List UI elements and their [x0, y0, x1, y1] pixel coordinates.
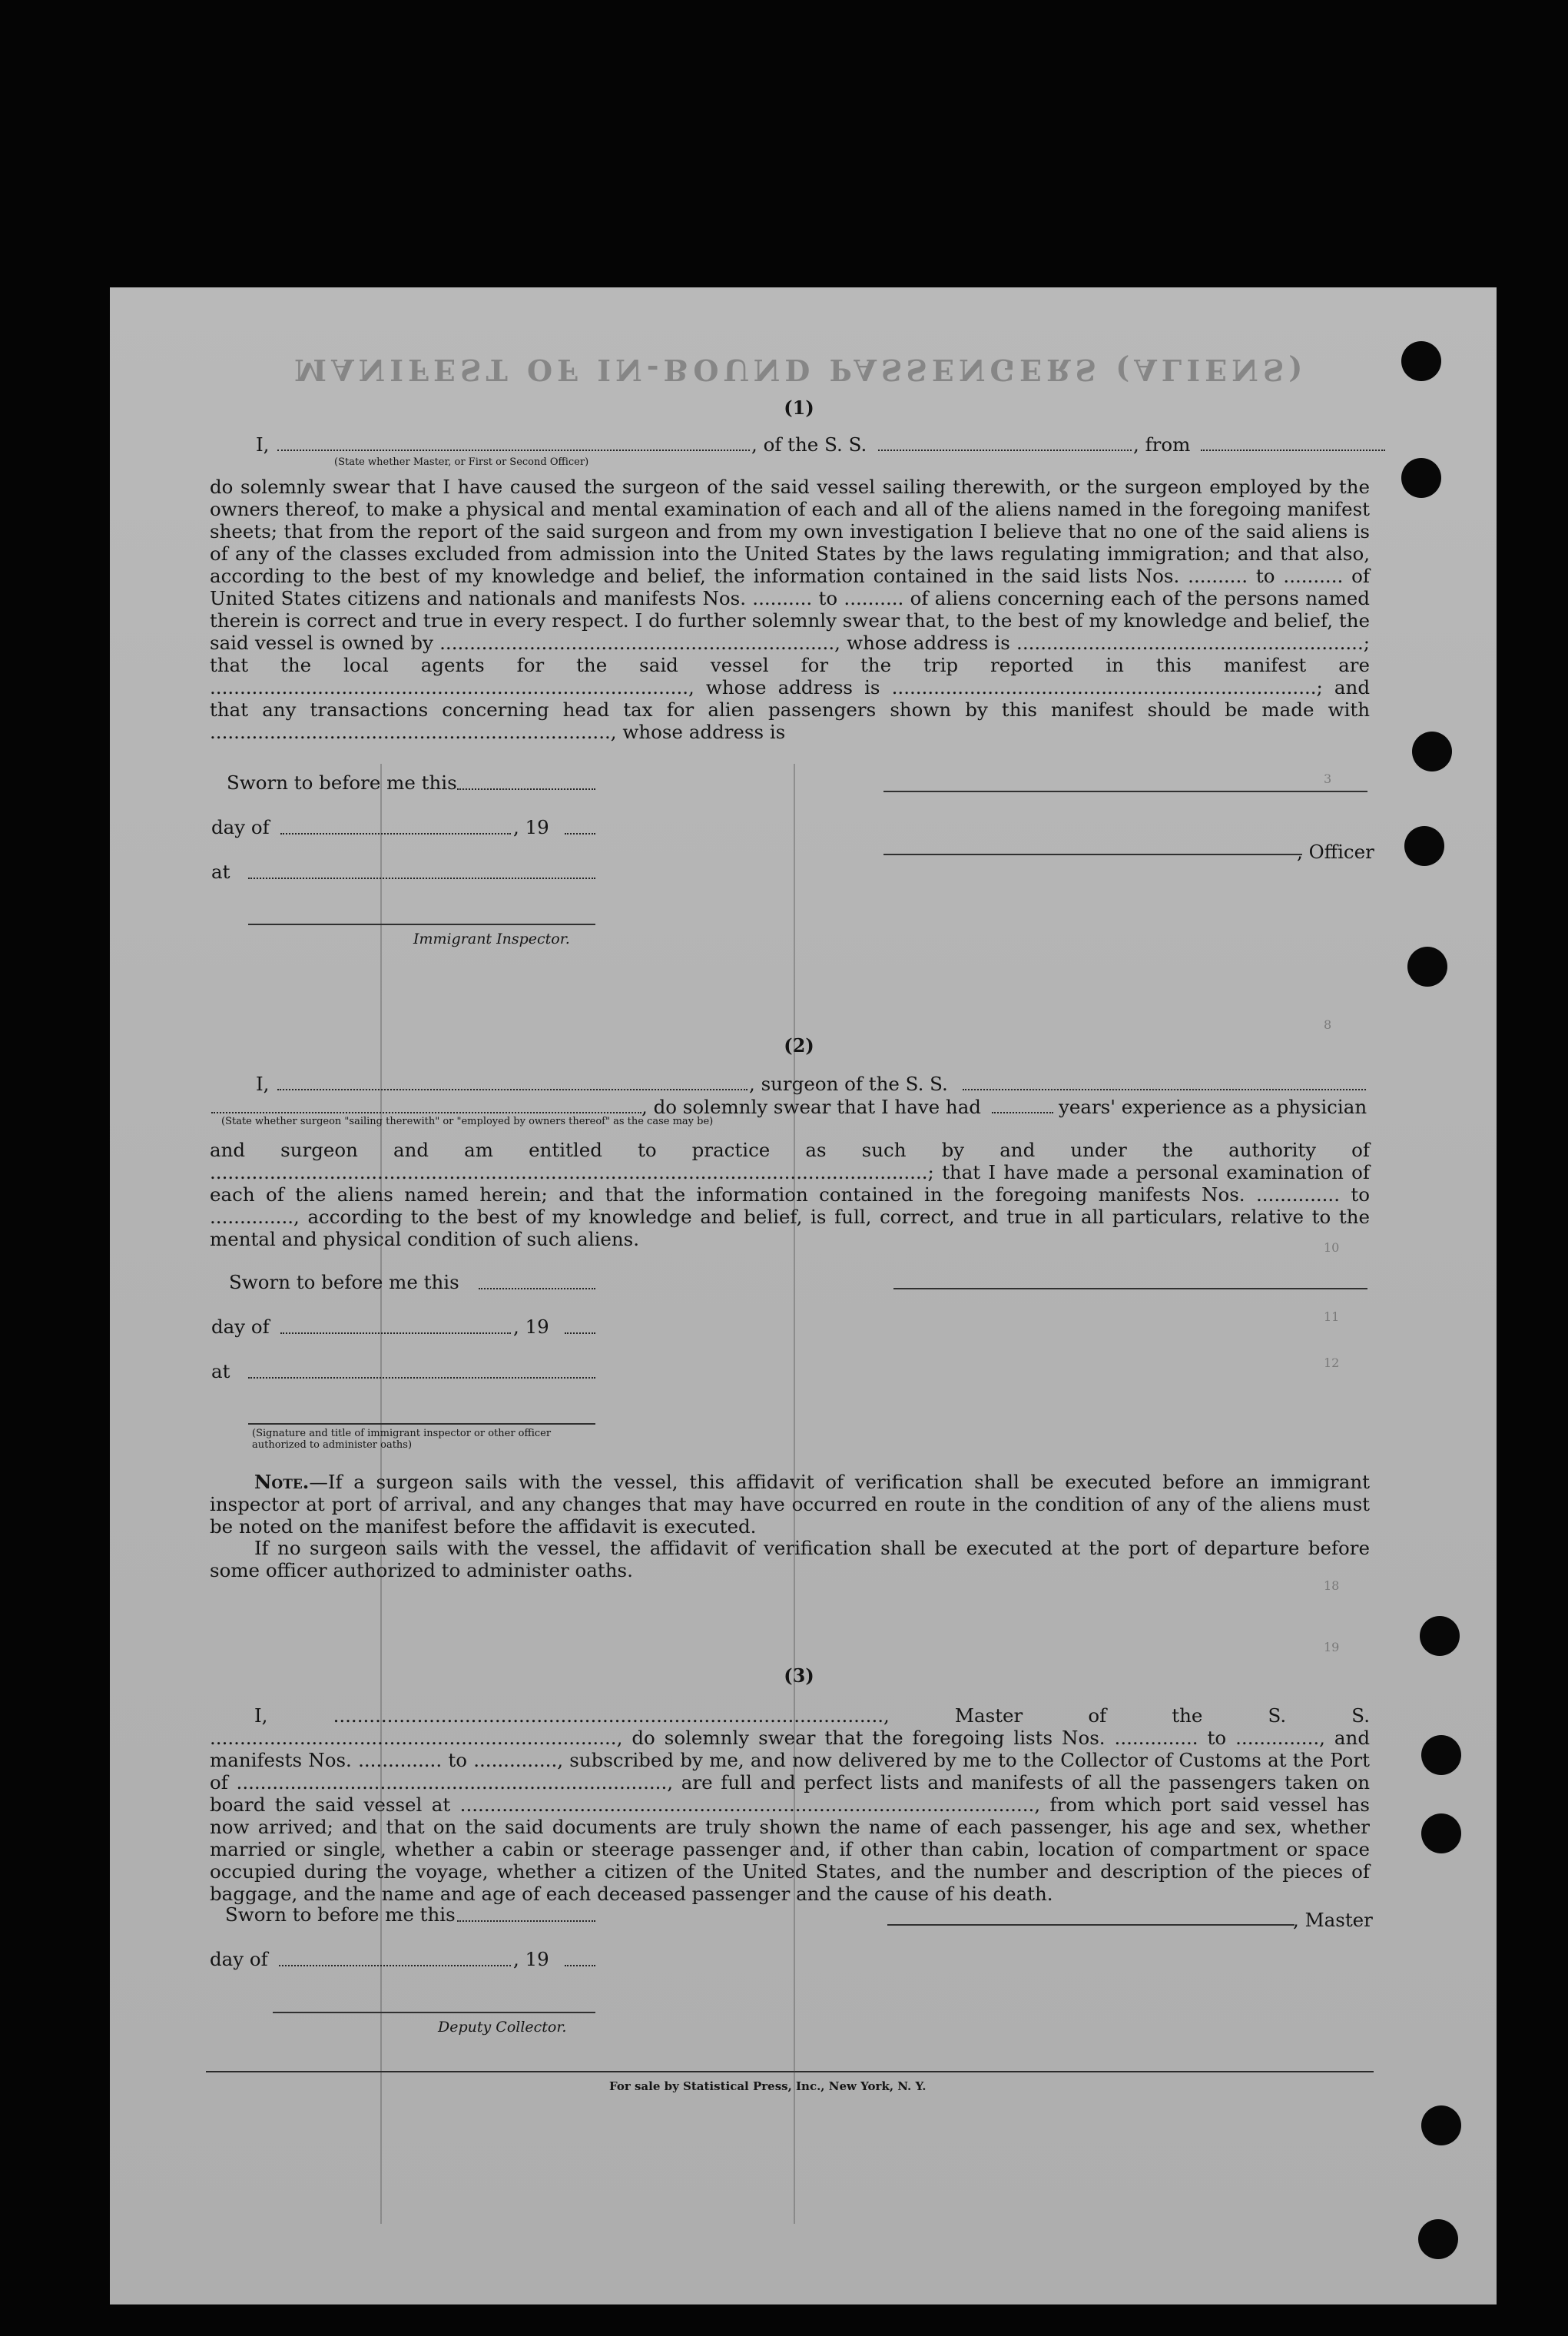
manifest-form-page — [110, 287, 1497, 2304]
section-3-sworn-label: Sworn to before me this — [225, 1903, 456, 1926]
margin-mark: 19 — [1324, 1640, 1340, 1654]
section-2-year-field[interactable] — [565, 1320, 595, 1334]
years-experience-field[interactable] — [992, 1100, 1053, 1113]
punch-hole — [1421, 2105, 1461, 2145]
from-label: , from — [1133, 433, 1191, 456]
years-experience-label: years' experience as a physician — [1059, 1096, 1367, 1118]
section-2-number: (2) — [784, 1034, 814, 1057]
surgeon-swear-label: , do solemnly swear that I have had — [641, 1096, 981, 1118]
section-1-affidavit: do solemnly swear that I have caused the surgeon of the said vessel sailing therewith, or the surgeon employed by the owners thereof, to make a physical and mental examination of each and all of the aliens named in the foregoing manifest sheets; that from the report of the said surgeon and from my own investigation I believe that no one of the said aliens is of any of the classes excluded from admission into the United States by the laws regulating immigration; and that also, according to the best of my knowledge and belief, the information contained in the said lists Nos. .......... to .......... of United States citizens and nationals and manifests Nos. .......... to .......... of aliens concerning each of the persons named therein is correct and true in every respect. I do further solemnly swear that, to the best of my knowledge and belief, the said vessel is owned by .................................................................., whose address is ..........................................................; that the local agents for the said vessel for the trip reported in this manifest are ................................................................................, whose address is .......................................................................; and that any transactions concerning head tax for alien passengers shown by this manifest should be made with ..................................................................., whose address is — [210, 476, 1370, 743]
section-3-year-field[interactable] — [565, 1953, 595, 1966]
section-2-officer-signature-line — [248, 1423, 595, 1425]
section-2-sworn-label: Sworn to before me this — [229, 1271, 459, 1293]
section-3-affidavit: I, ............................................................................................, Master of the S. S. ...................................................................., do solemnly swear that the foregoing lists Nos. .............. to .............., and manifests Nos. .............. to .............., subscribed by me, and now delivered by me to the Collector of Customs at the Port of ........................................................................, are full and perfect lists and manifests of all the passengers taken on board the said vessel at ................................................................................................, from which port said vessel has now arrived; and that on the said documents are truly shown the name of each passenger, his age and sex, whether married or single, whether a cabin or steerage passenger and, if other than cabin, location of compartment or space occupied during the voyage, whether a citizen of the United States, and the number and description of the pieces of baggage, and the name and age of each deceased passenger and the cause of his death. — [210, 1704, 1370, 1905]
note-text: —If a surgeon sails with the vessel, this affidavit of verification shall be executed before an immigrant inspector at port of arrival, and any changes that may have occurred en route in the condition of any of the aliens must be noted on the manifest before the affidavit is executed. — [210, 1471, 1370, 1538]
officer-label: , Officer — [1297, 841, 1374, 863]
bleed-through-heading: MANIFEST OF IN-BOUND PASSENGERS (ALIENS) — [294, 353, 1308, 387]
section-2-day-field[interactable] — [280, 1320, 511, 1334]
punch-hole — [1421, 1735, 1461, 1775]
margin-mark: 10 — [1324, 1240, 1340, 1255]
section-2-at-field[interactable] — [248, 1365, 595, 1379]
section-3-number: (3) — [784, 1664, 814, 1687]
master-label: , Master — [1293, 1909, 1373, 1931]
officer-signature-line — [883, 854, 1302, 855]
surgeon-of-label: , surgeon of the S. S. — [749, 1073, 948, 1095]
margin-mark: 11 — [1324, 1309, 1340, 1324]
section-1-day-field[interactable] — [280, 821, 511, 835]
section-1-day-of-label: day of — [211, 816, 270, 838]
margin-mark: 3 — [1324, 771, 1332, 786]
punch-hole — [1401, 458, 1441, 498]
vessel-name-field[interactable] — [878, 437, 1132, 451]
note-label: Note. — [254, 1471, 310, 1493]
surgeon-note-paragraph — [210, 1471, 1370, 1538]
section-2-affidavit: and surgeon and am entitled to practice as such by and under the authority of ........................................................................................................................; that I have made a personal examination of each of the aliens named herein; and that the information contained in the foregoing manifests Nos. .............. to .............., according to the best of my knowledge and belief, is full, correct, and true in all particulars, relative to the mental and physical condition of such aliens. — [210, 1139, 1370, 1250]
deputy-collector-signature-line — [273, 2012, 595, 2013]
section-1-lead: I, — [256, 433, 270, 456]
officer-name-field[interactable] — [277, 437, 750, 451]
no-surgeon-note: If no surgeon sails with the vessel, the affidavit of verification shall be executed at the port of departure before some officer authorized to administer oaths. — [210, 1537, 1370, 1581]
section-2-signature-note: (Signature and title of immigrant inspector or other officer authorized to administer oaths) — [252, 1428, 552, 1451]
surgeon-vessel-field[interactable] — [963, 1077, 1366, 1090]
section-1-upper-signature-line — [883, 791, 1367, 792]
immigrant-inspector-label: Immigrant Inspector. — [413, 931, 570, 947]
officer-note: (State whether Master, or First or Second Officer) — [334, 456, 589, 468]
section-3-sworn-field[interactable] — [457, 1908, 595, 1922]
from-port-field[interactable] — [1201, 437, 1385, 451]
section-1-year-label: , 19 — [513, 816, 549, 838]
section-1-number: (1) — [784, 397, 814, 419]
surgeon-name-field[interactable] — [277, 1077, 748, 1090]
punch-hole — [1421, 1813, 1461, 1853]
section-2-day-of-label: day of — [211, 1316, 270, 1338]
section-3-day-of-label: day of — [210, 1948, 268, 1970]
section-1-sworn-field[interactable] — [457, 776, 595, 790]
section-1-at-field[interactable] — [248, 865, 595, 879]
margin-mark: 18 — [1324, 1578, 1340, 1593]
section-2-at-label: at — [211, 1360, 230, 1382]
margin-mark: 8 — [1324, 1017, 1332, 1032]
margin-mark: 12 — [1324, 1355, 1340, 1370]
inspector-signature-line — [248, 924, 595, 925]
surgeon-signature-line — [893, 1288, 1367, 1289]
punch-hole — [1404, 826, 1444, 866]
master-signature-line — [887, 1924, 1295, 1926]
printer-imprint: For sale by Statistical Press, Inc., New York, N. Y. — [609, 2079, 927, 2093]
of-the-ss-label: , of the S. S. — [751, 433, 867, 456]
section-1-at-label: at — [211, 861, 230, 883]
section-2-year-label: , 19 — [513, 1316, 549, 1338]
punch-hole — [1420, 1616, 1460, 1656]
section-2-sworn-field[interactable] — [479, 1276, 595, 1289]
punch-hole — [1407, 947, 1447, 987]
section-3-day-field[interactable] — [279, 1953, 511, 1966]
punch-hole — [1401, 341, 1441, 381]
punch-hole — [1412, 732, 1452, 771]
punch-hole — [1418, 2219, 1458, 2259]
section-1-sworn-label: Sworn to before me this — [227, 771, 457, 794]
footer-rule — [206, 2071, 1374, 2072]
section-1-year-field[interactable] — [565, 821, 595, 835]
surgeon-note: (State whether surgeon "sailing therewith" or "employed by owners thereof" as the case may be) — [221, 1116, 714, 1127]
surgeon-status-field[interactable] — [211, 1100, 641, 1113]
bleed-through-stamp — [943, 340, 1268, 420]
section-3-year-label: , 19 — [513, 1948, 549, 1970]
deputy-collector-label: Deputy Collector. — [438, 2019, 567, 2036]
section-2-lead: I, — [256, 1073, 270, 1095]
